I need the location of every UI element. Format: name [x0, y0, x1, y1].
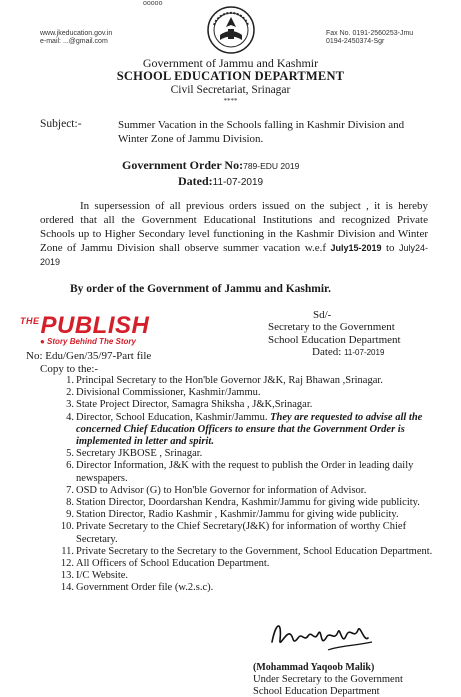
- secretary-department: School Education Department: [268, 334, 401, 346]
- logo-tagline: ● Story Behind The Story: [40, 337, 136, 346]
- list-item: 8. Station Director, Doordarshan Kendra, Kashmir/Jammu for giving wide publicity.: [66, 497, 420, 509]
- order-date-label: Dated:: [178, 174, 213, 188]
- copy-to-list: [40, 375, 438, 595]
- government-seal-icon: [206, 5, 256, 55]
- list-item: 4. Director, School Education, Kashmir/Jammu. They are requested to advise all the concerned Chief Education Officers to ensure that the Government Order is implemented in letter and spirit.: [66, 411, 423, 448]
- secretary-date-line: [312, 346, 384, 358]
- list-item: 1. Principal Secretary to the Hon'ble Governor J&K, Raj Bhawan ,Srinagar.: [66, 375, 383, 386]
- subject-label: Subject:-: [40, 118, 82, 130]
- fax-text: Fax No. 0191-2560253-Jmu: [326, 30, 414, 37]
- list-item: 10. Private Secretary to the Chief Secretary(J&K) for information of worthy Chief Secretary.: [60, 521, 407, 545]
- order-number-value: 789-EDU 2019: [243, 161, 300, 171]
- email-text: e-mail: ...@gmail.com: [40, 38, 108, 45]
- contact-left: [40, 30, 112, 46]
- list-item: 6. Director Information, J&K with the request to publish the Order in leading daily newspapers.: [66, 460, 414, 484]
- website-text: www.jkeducation.gov.in: [40, 30, 113, 37]
- director-instruction: They are requested to advise all the concerned Chief Education Officers to ensure that the Government Order is implemented in letter and spirit.: [76, 411, 423, 448]
- signatory-department: School Education Department: [253, 686, 380, 697]
- from-date: July15-2019: [330, 243, 382, 253]
- list-item: 5. Secretary JKBOSE , Srinagar.: [66, 448, 203, 460]
- reference-number: No: Edu/Gen/35/97-Part file: [26, 350, 152, 362]
- header-stars: ****: [223, 97, 238, 105]
- department-title: SCHOOL EDUCATION DEPARTMENT: [116, 69, 345, 83]
- body-text: In supersession of all previous orders issued on the subject , it is hereby ordered that all the Government Educational Institutions and recognized Private Schools up to Higher Secondary level functioning in the Kashmir Division and Winter Zone of Jammu Division shall observe summer vacation w.e.f: [40, 200, 428, 254]
- list-item: 11. Private Secretary to the Secretary to the Government, School Education Department.: [61, 545, 433, 557]
- order-number-line: [122, 158, 299, 173]
- handwritten-signature: [268, 612, 378, 658]
- subject-text: Summer Vacation in the Schools falling in Kashmir Division and Winter Zone of Jammu Division.: [118, 119, 405, 145]
- location-text: Civil Secretariat, Srinagar: [170, 84, 291, 96]
- order-date-value: 11-07-2019: [212, 177, 264, 188]
- list-item: 3. State Project Director, Samagra Shiksha , J&K,Srinagar.: [66, 399, 313, 411]
- government-title: Government of Jammu and Kashmir: [142, 56, 319, 70]
- to-word: to: [381, 242, 399, 254]
- list-item: 2. Divisional Commissioner, Kashmir/Jammu.: [66, 387, 261, 399]
- publisher-logo: [20, 309, 180, 346]
- order-body-paragraph: [40, 199, 428, 269]
- list-item: 14. Government Order file (w.2.s.c).: [60, 582, 214, 594]
- list-item: 13. I/C Website.: [60, 570, 129, 582]
- secretary-date-value: 11-07-2019: [344, 348, 385, 357]
- secretary-date-label: Dated:: [312, 346, 342, 358]
- signatory-title: Under Secretary to the Government: [253, 674, 403, 685]
- top-cut-text: ooooo: [143, 0, 163, 7]
- secretary-title: Secretary to the Government: [268, 321, 395, 333]
- by-order-line: By order of the Government of Jammu and Kashmir.: [70, 283, 331, 295]
- signatory-name: (Mohammad Yaqoob Malik): [253, 662, 375, 673]
- to-date: July24-2019: [40, 243, 428, 267]
- copy-to-label: Copy to the:-: [40, 363, 99, 375]
- order-date-line: [178, 174, 263, 189]
- fax-text-2: 0194-2450374-Sgr: [326, 38, 385, 45]
- order-number-label: Government Order No:: [122, 158, 244, 172]
- logo-name: PUBLISH: [40, 312, 150, 339]
- contact-right: [326, 30, 413, 46]
- list-item: 12. All Officers of School Education Department.: [60, 558, 270, 570]
- sd-mark: Sd/-: [313, 309, 332, 321]
- logo-the: THE: [20, 316, 40, 326]
- list-item: 9. Station Director, Radio Kashmir , Kashmir/Jammu for giving wide publicity.: [66, 509, 399, 521]
- list-item: 7. OSD to Advisor (G) to Hon'ble Governor for information of Advisor.: [66, 484, 367, 496]
